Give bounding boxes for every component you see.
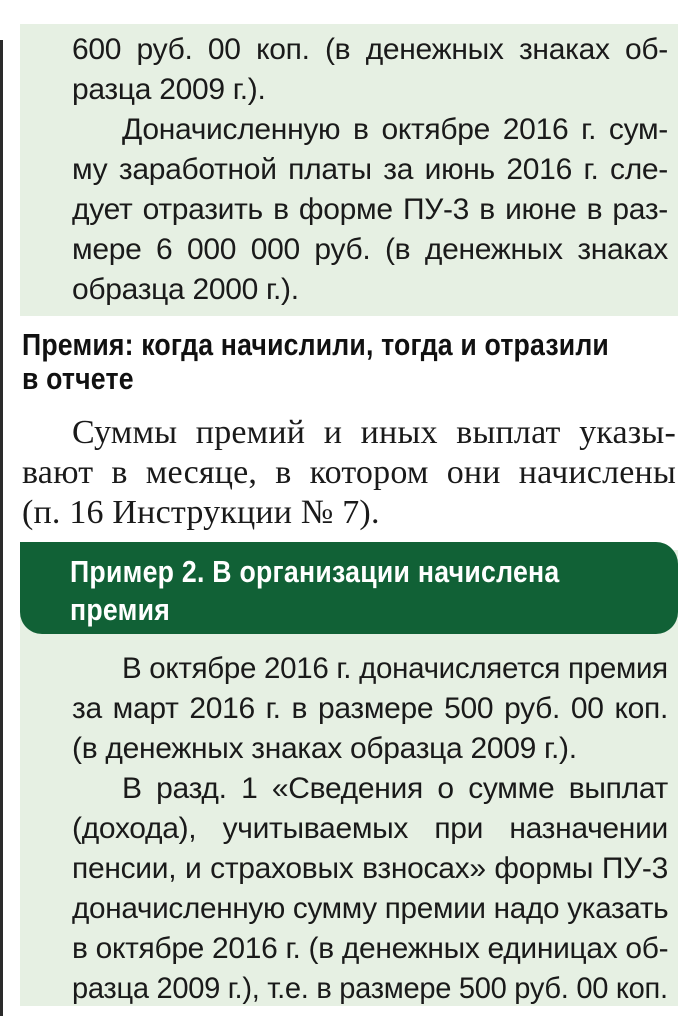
left-margin-rule (0, 40, 3, 1016)
example-2-title-line: премия (70, 592, 171, 627)
paragraph-line: 600 руб. 00 коп. (в денежных знаках об- (72, 33, 668, 66)
paragraph-line: му заработной платы за июнь 2016 г. сле- (72, 153, 668, 186)
example-text-line: в октябре 2016 г. (в денежных единицах об- (72, 932, 669, 965)
paragraph-line: образца 2000 г.). (72, 273, 299, 306)
paragraph-line: мере 6 000 000 руб. (в денежных знаках (72, 233, 668, 266)
paragraph-line: дует отразить в форме ПУ-3 в июне в раз- (72, 193, 668, 226)
body-text-line: (п. 16 Инструкции № 7). (22, 494, 380, 531)
example-text-line: разца 2009 г.), т.е. в размере 500 руб. 00 коп. (72, 972, 668, 1005)
example-text-line: доначисленную сумму премии надо указать (72, 892, 669, 925)
example-text-line: В октябре 2016 г. доначисляется премия (122, 652, 668, 685)
body-text-line: Суммы премий и иных выплат указы- (72, 414, 676, 451)
paragraph-line: разца 2009 г.). (72, 73, 266, 106)
paragraph-line: Доначисленную в октябре 2016 г. сум- (122, 113, 668, 146)
example-text-line: (в денежных знаках образца 2009 г.). (72, 732, 577, 765)
example-2-title-line: Пример 2. В организации начислена (70, 554, 560, 589)
body-text-line: вают в месяце, в котором они начислены (22, 454, 676, 491)
example-text-line: (дохода), учитываемых при назначении (72, 812, 668, 845)
example-text-line: за март 2016 г. в размере 500 руб. 00 коп. (72, 692, 668, 725)
section-heading-line: в отчете (22, 361, 134, 396)
section-heading-line: Премия: когда начислили, тогда и отразили (22, 327, 609, 362)
example-text-line: пенсии, и страховых взносах» формы ПУ-3 (72, 852, 668, 885)
example-text-line: В разд. 1 «Сведения о сумме выплат (122, 772, 668, 805)
